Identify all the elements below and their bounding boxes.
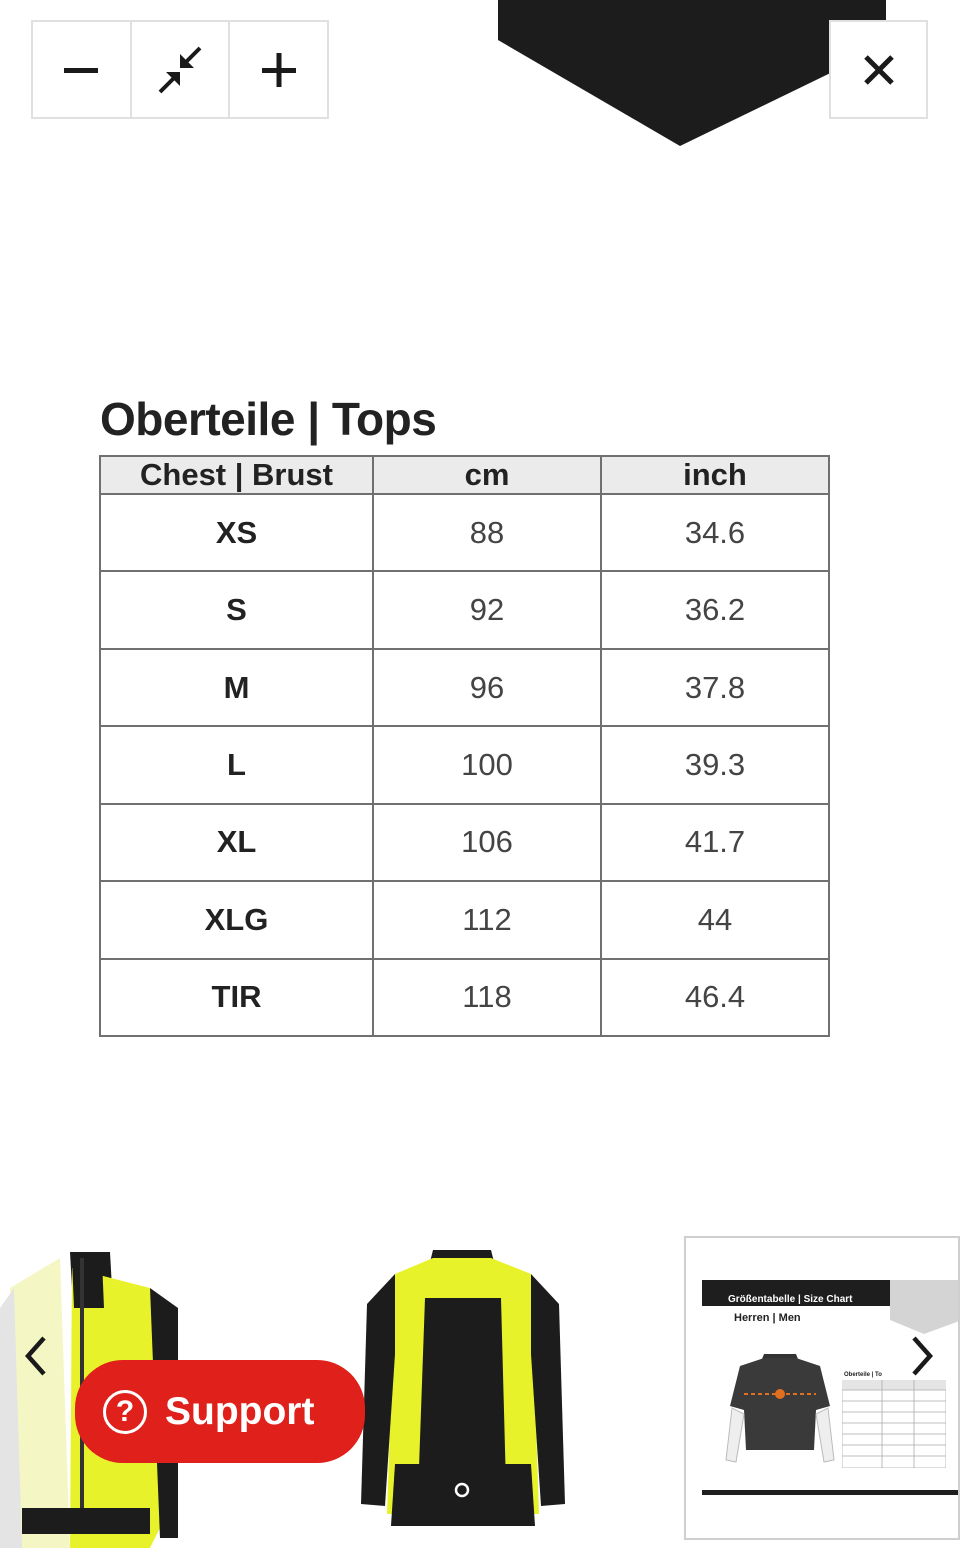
inch-cell: 46.4 [601,959,829,1036]
close-button[interactable] [829,20,928,119]
inch-cell: 39.3 [601,726,829,803]
zoom-in-button[interactable] [230,22,327,117]
table-row [100,804,829,881]
cm-cell: 96 [373,649,601,726]
plus-icon [259,50,299,90]
collapse-arrows-icon [150,40,210,100]
thumbnail-size-chart[interactable] [684,1236,960,1540]
table-row [100,726,829,803]
size-chart-title: Oberteile | Tops [100,393,437,445]
table-row [100,649,829,726]
size-cell: XL [100,804,373,881]
thumbnail-bottom-rule [702,1490,960,1495]
cm-cell: 100 [373,726,601,803]
help-question-icon: ? [103,1390,147,1434]
cm-cell: 112 [373,881,601,958]
inch-cell: 36.2 [601,571,829,648]
thumbnail-mini-table [842,1380,946,1468]
table-row [100,959,829,1036]
inch-cell: 41.7 [601,804,829,881]
size-cell: XLG [100,881,373,958]
thumbnail-shirt-figure [720,1350,840,1474]
minus-icon [61,50,101,90]
thumbnail-jacket-back[interactable] [355,1244,570,1534]
carousel-next-button[interactable] [902,1326,942,1386]
inch-cell: 44 [601,881,829,958]
size-cell: XS [100,494,373,571]
size-cell: M [100,649,373,726]
table-header-row [100,456,829,494]
cm-cell: 92 [373,571,601,648]
cm-cell: 106 [373,804,601,881]
column-header-inch: inch [601,456,829,494]
header-banner-shape [498,0,886,146]
thumbnail-subtitle: Herren | Men [734,1312,801,1324]
size-cell: L [100,726,373,803]
size-cell: TIR [100,959,373,1036]
inch-cell: 34.6 [601,494,829,571]
fit-to-screen-button[interactable] [132,22,231,117]
table-row [100,494,829,571]
inch-cell: 37.8 [601,649,829,726]
thumbnail-table-title: Oberteile | To [844,1372,882,1378]
chevron-right-icon [908,1334,936,1378]
zoom-toolbar [31,20,329,119]
close-icon [861,52,897,88]
cm-cell: 118 [373,959,601,1036]
size-cell: S [100,571,373,648]
cm-cell: 88 [373,494,601,571]
zoom-out-button[interactable] [33,22,132,117]
column-header-cm: cm [373,456,601,494]
chevron-left-icon [22,1334,50,1378]
table-row [100,881,829,958]
support-label: Support [165,1389,315,1433]
thumbnail-header: Größentabelle | Size Chart [702,1280,890,1306]
carousel-prev-button[interactable] [16,1326,56,1386]
support-button[interactable] [75,1360,365,1463]
table-row [100,571,829,648]
column-header-chest: Chest | Brust [100,456,373,494]
size-chart-table [99,455,830,1037]
